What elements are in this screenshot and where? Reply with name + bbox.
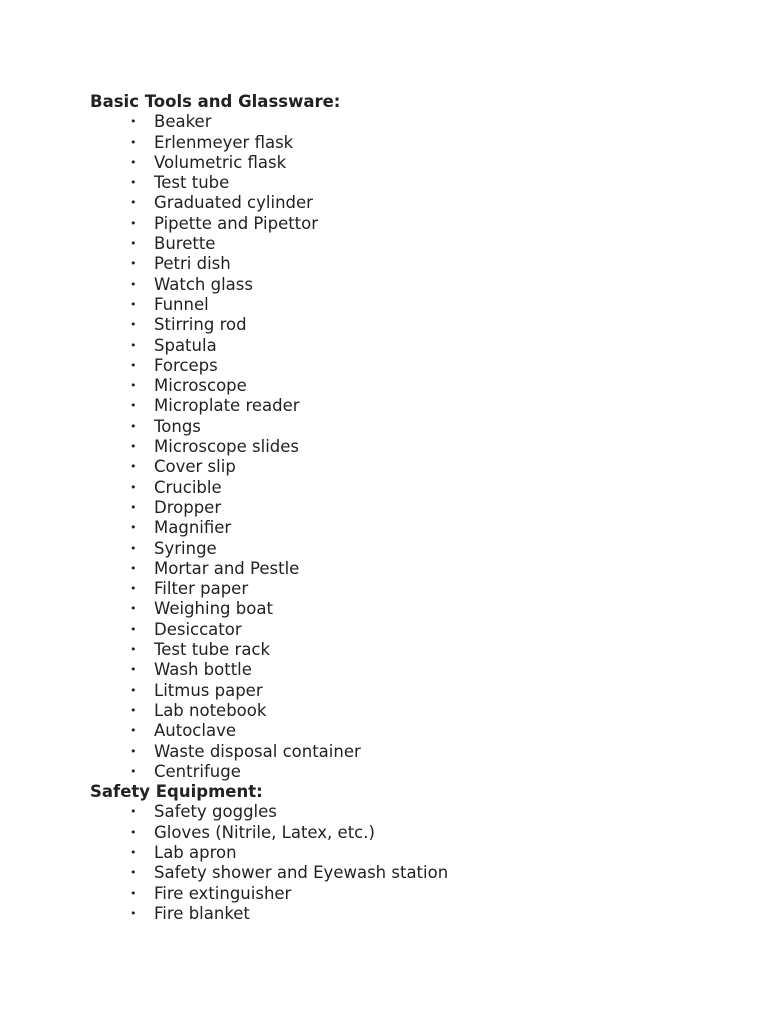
- document-body: [90, 92, 730, 924]
- list-item: [90, 275, 730, 295]
- list-item-label: Cover slip: [154, 457, 236, 477]
- list-item: [90, 884, 730, 904]
- list-item-label: Tongs: [154, 416, 201, 436]
- list-item-label: Volumetric flask: [154, 152, 287, 172]
- list-item-label: Waste disposal container: [154, 741, 361, 761]
- bullet-icon: •: [130, 460, 137, 474]
- bullet-icon: •: [130, 480, 137, 494]
- list-item: [90, 742, 730, 762]
- bullet-icon: •: [130, 602, 137, 616]
- bullet-icon: •: [130, 703, 137, 717]
- list-item-label: Syringe: [154, 538, 217, 558]
- bullet-icon: •: [130, 115, 137, 129]
- bullet-icon: •: [130, 440, 137, 454]
- bullet-icon: •: [130, 866, 137, 880]
- list-item: [90, 214, 730, 234]
- list-item-label: Burette: [154, 234, 216, 254]
- list-item-label: Test tube: [154, 173, 230, 193]
- bullet-icon: •: [130, 541, 137, 555]
- list-item: [90, 599, 730, 619]
- list-item-label: Desiccator: [154, 619, 242, 639]
- list-item: [90, 112, 730, 132]
- list-item-label: Centrifuge: [154, 761, 241, 781]
- list-item-label: Wash bottle: [154, 660, 252, 680]
- list-item-label: Fire blanket: [154, 903, 250, 923]
- list-item: [90, 457, 730, 477]
- bullet-icon: •: [130, 663, 137, 677]
- list-item-label: Gloves (Nitrile, Latex, etc.): [154, 822, 375, 842]
- list-item: [90, 417, 730, 437]
- bullet-icon: •: [130, 379, 137, 393]
- list-item-label: Litmus paper: [154, 680, 263, 700]
- bullet-icon: •: [130, 257, 137, 271]
- list-item-label: Watch glass: [154, 274, 253, 294]
- bullet-icon: •: [130, 500, 137, 514]
- bullet-icon: •: [130, 643, 137, 657]
- list-item-label: Graduated cylinder: [154, 193, 313, 213]
- bullet-icon: •: [130, 155, 137, 169]
- bullet-icon: •: [130, 419, 137, 433]
- list-item-label: Fire extinguisher: [154, 883, 292, 903]
- list-item: [90, 762, 730, 782]
- list-item: [90, 823, 730, 843]
- section-heading: Safety Equipment:: [90, 782, 263, 802]
- list-item: [90, 153, 730, 173]
- list-item-label: Stirring rod: [154, 315, 247, 335]
- bullet-icon: •: [130, 196, 137, 210]
- list-item: [90, 802, 730, 822]
- bullet-icon: •: [130, 744, 137, 758]
- list-item: [90, 437, 730, 457]
- bullet-icon: •: [130, 297, 137, 311]
- list-item: [90, 396, 730, 416]
- list-item-label: Microscope: [154, 376, 247, 396]
- list-item-label: Safety shower and Eyewash station: [154, 863, 449, 883]
- list-item-label: Filter paper: [154, 579, 249, 599]
- list-item-label: Mortar and Pestle: [154, 558, 300, 578]
- list-item: [90, 904, 730, 924]
- list-item: [90, 721, 730, 741]
- list-item: [90, 376, 730, 396]
- bullet-icon: •: [130, 825, 137, 839]
- list-item: [90, 701, 730, 721]
- list-item-label: Crucible: [154, 477, 222, 497]
- list-item: [90, 620, 730, 640]
- bullet-icon: •: [130, 135, 137, 149]
- bullet-icon: •: [130, 622, 137, 636]
- bullet-icon: •: [130, 886, 137, 900]
- list-item: [90, 681, 730, 701]
- list-item-label: Test tube rack: [154, 640, 271, 660]
- section-basic-tools: [90, 92, 730, 782]
- bullet-icon: •: [130, 724, 137, 738]
- list-item-label: Magnifier: [154, 518, 232, 538]
- bullet-icon: •: [130, 764, 137, 778]
- list-item: [90, 336, 730, 356]
- list-item: [90, 193, 730, 213]
- list-item: [90, 133, 730, 153]
- list-item: [90, 640, 730, 660]
- list-item-label: Microplate reader: [154, 396, 300, 416]
- list-item: [90, 315, 730, 335]
- bullet-icon: •: [130, 176, 137, 190]
- list-item: [90, 478, 730, 498]
- bullet-icon: •: [130, 338, 137, 352]
- list-item-label: Funnel: [154, 294, 209, 314]
- list-item: [90, 863, 730, 883]
- list-item: [90, 295, 730, 315]
- bullet-icon: •: [130, 216, 137, 230]
- bullet-icon: •: [130, 805, 137, 819]
- bullet-icon: •: [130, 683, 137, 697]
- list-item-label: Lab notebook: [154, 700, 267, 720]
- list-item-label: Lab apron: [154, 842, 237, 862]
- list-item-label: Forceps: [154, 355, 218, 375]
- list-item-label: Petri dish: [154, 254, 231, 274]
- list-item: [90, 498, 730, 518]
- list-item-label: Spatula: [154, 335, 217, 355]
- list-item-label: Weighing boat: [154, 599, 273, 619]
- list-item: [90, 254, 730, 274]
- bullet-icon: •: [130, 358, 137, 372]
- bullet-list: [90, 802, 730, 924]
- list-item: [90, 234, 730, 254]
- list-item: [90, 173, 730, 193]
- bullet-icon: •: [130, 906, 137, 920]
- list-item: [90, 579, 730, 599]
- list-item-label: Beaker: [154, 112, 212, 132]
- list-item-label: Dropper: [154, 497, 222, 517]
- list-item: [90, 356, 730, 376]
- bullet-list: [90, 112, 730, 782]
- list-item-label: Microscope slides: [154, 437, 300, 457]
- bullet-icon: •: [130, 521, 137, 535]
- list-item: [90, 539, 730, 559]
- bullet-icon: •: [130, 277, 137, 291]
- section-heading: Basic Tools and Glassware:: [90, 92, 341, 111]
- bullet-icon: •: [130, 237, 137, 251]
- list-item-label: Erlenmeyer flask: [154, 132, 294, 152]
- list-item: [90, 843, 730, 863]
- section-safety-equipment: [90, 782, 730, 924]
- list-item-label: Autoclave: [154, 721, 236, 741]
- bullet-icon: •: [130, 845, 137, 859]
- list-item: [90, 518, 730, 538]
- bullet-icon: •: [130, 561, 137, 575]
- list-item: [90, 660, 730, 680]
- bullet-icon: •: [130, 582, 137, 596]
- list-item-label: Safety goggles: [154, 802, 277, 822]
- list-item: [90, 559, 730, 579]
- list-item-label: Pipette and Pipettor: [154, 213, 319, 233]
- bullet-icon: •: [130, 399, 137, 413]
- bullet-icon: •: [130, 318, 137, 332]
